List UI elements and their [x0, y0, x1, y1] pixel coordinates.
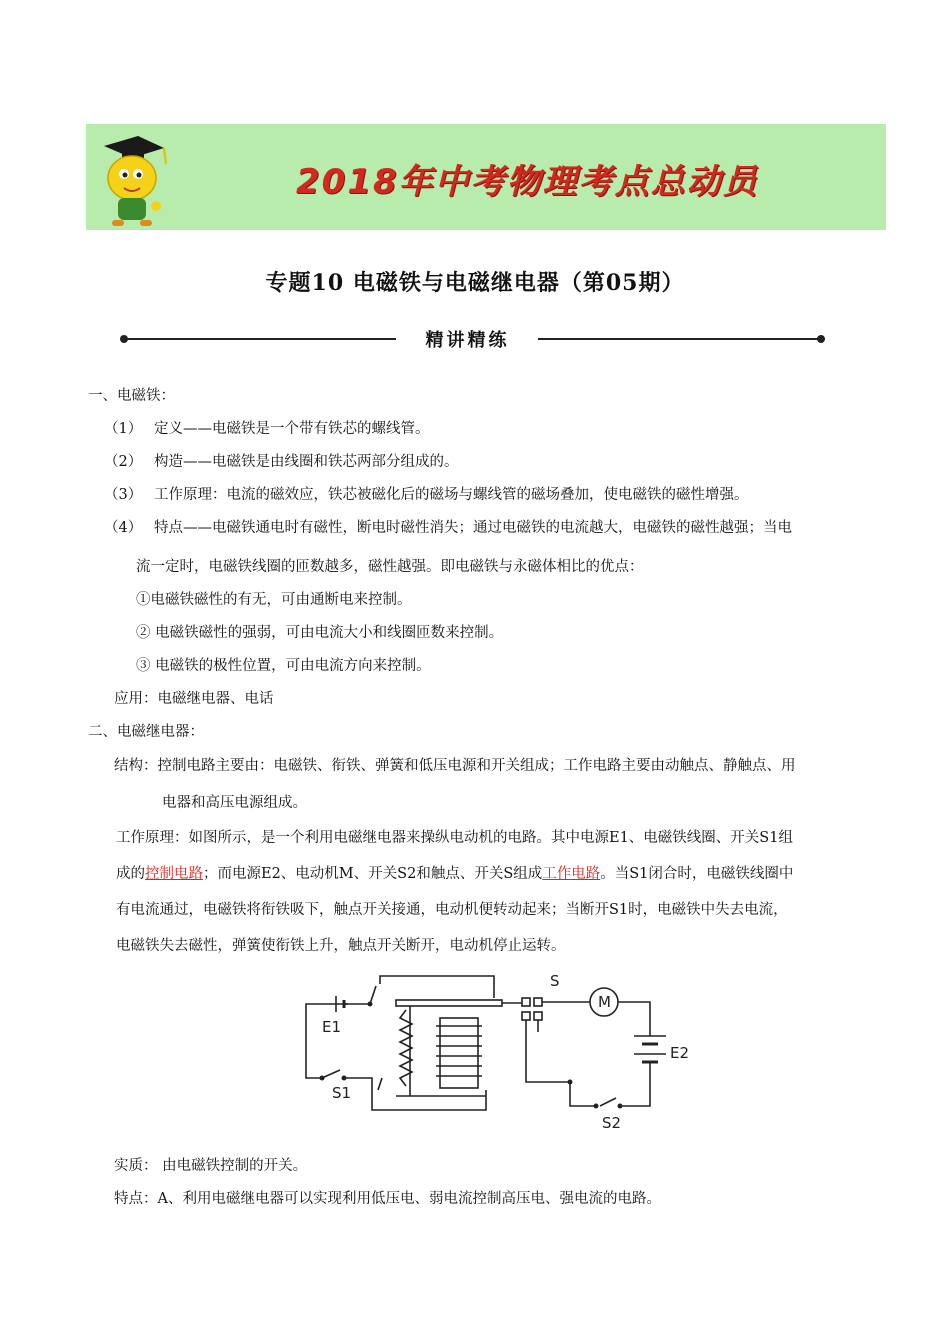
label-s1: S1	[332, 1084, 352, 1102]
principle-line-1: 工作原理：如图所示，是一个利用电磁继电器来操纵电动机的电路。其中电源E1、电磁铁线圈、开关S1组	[116, 830, 793, 846]
control-circuit-link[interactable]: 控制电路	[145, 866, 203, 882]
page-title: 专题10 电磁铁与电磁继电器（第05期）	[265, 270, 685, 296]
section1-heading: 一、电磁铁：	[88, 388, 175, 404]
item1-number: （1）	[104, 421, 143, 437]
divider-line-right	[538, 338, 821, 340]
principle-text-c: 。当S1闭合时，电磁铁线圈中	[600, 866, 794, 882]
application-text: 应用：电磁继电器、电话	[114, 691, 274, 707]
mascot-icon	[86, 124, 196, 230]
label-e1: E1	[322, 1018, 342, 1036]
item4-continuation: 流一定时，电磁铁线圈的匝数越多，磁性越强。即电磁铁与永磁体相比的优点：	[136, 559, 644, 575]
divider-line-left	[124, 338, 396, 340]
principle-text-a: 成的	[116, 866, 145, 882]
section2-heading: 二、电磁继电器：	[88, 724, 204, 740]
label-s: S	[550, 972, 560, 990]
relay-circuit-diagram	[300, 966, 700, 1134]
working-circuit-link[interactable]: 工作电路	[542, 866, 601, 882]
label-e2: E2	[670, 1044, 690, 1062]
feature-text: 特点：A、利用电磁继电器可以实现利用低压电、弱电流控制高压电、强电流的电路。	[114, 1191, 661, 1207]
item3-text: 工作原理：电流的磁效应，铁芯被磁化后的磁场与螺线管的磁场叠加，使电磁铁的磁性增强。	[154, 487, 749, 503]
item2-number: （2）	[104, 454, 143, 470]
structure-line-2: 电器和高压电源组成。	[162, 795, 307, 811]
divider-dot-right	[817, 335, 825, 343]
principle-line-4: 电磁铁失去磁性，弹簧使衔铁上升，触点开关断开，电动机停止运转。	[116, 938, 566, 954]
essence-text: 实质： 由电磁铁控制的开关。	[114, 1158, 308, 1174]
principle-line-3: 有电流通过，电磁铁将衔铁吸下，触点开关接通，电动机便转动起来；当断开S1时，电磁铁中失去电流，	[116, 902, 788, 918]
advantage-3: ③ 电磁铁的极性位置，可由电流方向来控制。	[136, 658, 431, 674]
advantage-2: ② 电磁铁磁性的强弱，可由电流大小和线圈匝数来控制。	[136, 625, 504, 641]
label-s2: S2	[602, 1114, 622, 1132]
advantage-1: ①电磁铁磁性的有无，可由通断电来控制。	[136, 592, 412, 608]
structure-line-1: 结构：控制电路主要由：电磁铁、衔铁、弹簧和低压电源和开关组成；工作电路主要由动触点、静触点、用	[114, 758, 796, 774]
principle-text-b: ；而电源E2、电动机M、开关S2和触点、开关S组成	[203, 866, 543, 882]
item1-text: 定义——电磁铁是一个带有铁芯的螺线管。	[154, 421, 430, 437]
item3-number: （3）	[104, 487, 143, 503]
section-divider	[120, 326, 825, 352]
principle-line-2	[116, 864, 793, 884]
header-banner	[86, 124, 886, 230]
banner-title: 2018年中考物理考点总动员	[296, 162, 759, 202]
item2-text: 构造——电磁铁是由线圈和铁芯两部分组成的。	[154, 454, 459, 470]
item4-text: 特点——电磁铁通电时有磁性，断电时磁性消失；通过电磁铁的电流越大，电磁铁的磁性越强；当电	[154, 520, 792, 536]
label-m: M	[598, 993, 611, 1011]
item4-number: （4）	[104, 520, 143, 536]
divider-label: 精讲精练	[425, 330, 510, 351]
